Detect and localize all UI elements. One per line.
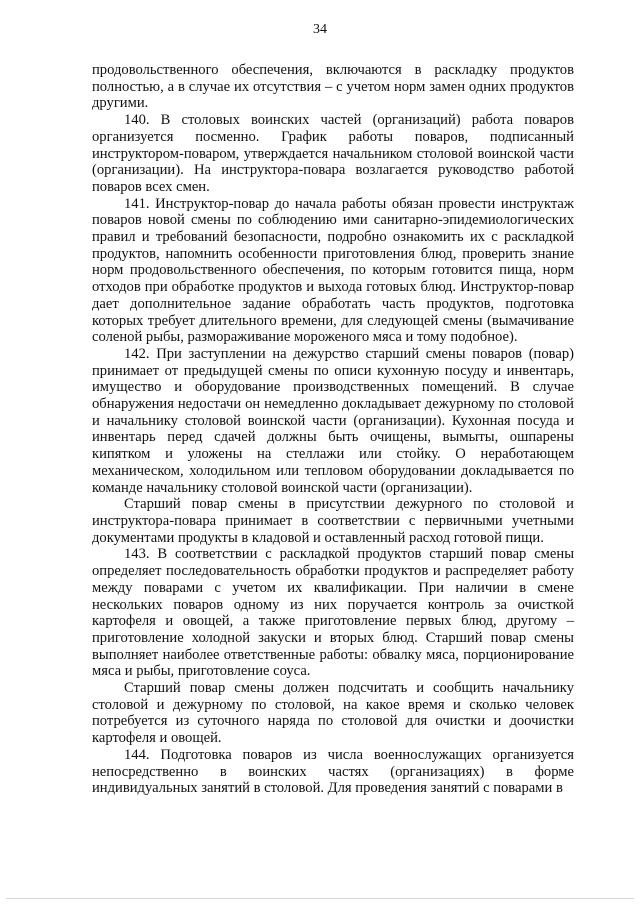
paragraph-143-senior-cook: Старший повар смены должен подсчитать и сообщить начальнику столовой и дежурному по столовой, на какое время и сколько человек потребуется из суточного наряда по столовой для очистки и доочистки картофеля и овощей. (92, 680, 574, 747)
paragraph-144: 144. Подготовка поваров из числа военнослужащих организуется непосредственно в воинских частях (организациях) в форме индивидуальных занятий в столовой. Для проведения занятий с поварами в (92, 746, 574, 797)
body-text (92, 62, 574, 797)
paragraph-140: 140. В столовых воинских частей (организаций) работа поваров организуется посменно. График работы поваров, подписанный инструктором-поваром, утверждается начальником столовой воинской части (организации). На инструктора-повара возлагается руководство работой поваров всех смен. (92, 112, 574, 195)
paragraph-143: 143. В соответствии с раскладкой продуктов старший повар смены определяет последовательность обработки продуктов и распределяет работу между поварами с учетом их квалификации. При наличии в смене нескольких поваров одному из них поручается контроль за очисткой картофеля и овощей, а также приготовление первых блюд, другому – приготовление холодной закуски и вторых блюд. Старший повар смены выполняет наиболее ответственные работы: обвалку мяса, порционирование мяса и рыбы, приготовление соуса. (92, 546, 574, 680)
paragraph-142-senior-cook: Старший повар смены в присутствии дежурного по столовой и инструктора-повара принимает в соответствии с первичными учетными документами продукты в кладовой и оставленный расход готовой пищи. (92, 496, 574, 546)
paragraph-continuation: продовольственного обеспечения, включаются в раскладку продуктов полностью, а в случае их отсутствия – с учетом норм замен одних продуктов другими. (92, 62, 574, 112)
paragraph-141: 141. Инструктор-повар до начала работы обязан провести инструктаж поваров новой смены по соблюдению ими санитарно-эпидемиологических правил и требований безопасности, подробно ознакомить их с раскладкой продуктов, напомнить особенности приготовления блюд, проверить знание норм продовольственного обеспечения, по которым готовится пища, норм отходов при обработке продуктов и выхода готовых блюд. Инструктор-повар дает дополнительное задание обработать часть продуктов, подготовка которых требует длительного времени, для следующей смены (вымачивание соленой рыбы, размораживание мороженого мяса и тому подобное). (92, 195, 574, 346)
paragraph-142: 142. При заступлении на дежурство старший смены поваров (повар) принимает от предыдущей смены по описи кухонную посуду и инвентарь, имущество и оборудование производственных помещений. В случае обнаружения недостачи он немедленно докладывает дежурному по столовой и начальнику столовой воинской части (организации). Кухонная посуда и инвентарь перед сдачей должны быть очищены, вымыты, ошпарены кипятком и уложены на стеллажи или стойку. О неработающем механическом, холодильном или тепловом оборудовании докладывается по команде начальнику столовой воинской части (организации). (92, 345, 574, 496)
scan-edge-line (6, 898, 634, 899)
page-number: 34 (313, 22, 327, 37)
